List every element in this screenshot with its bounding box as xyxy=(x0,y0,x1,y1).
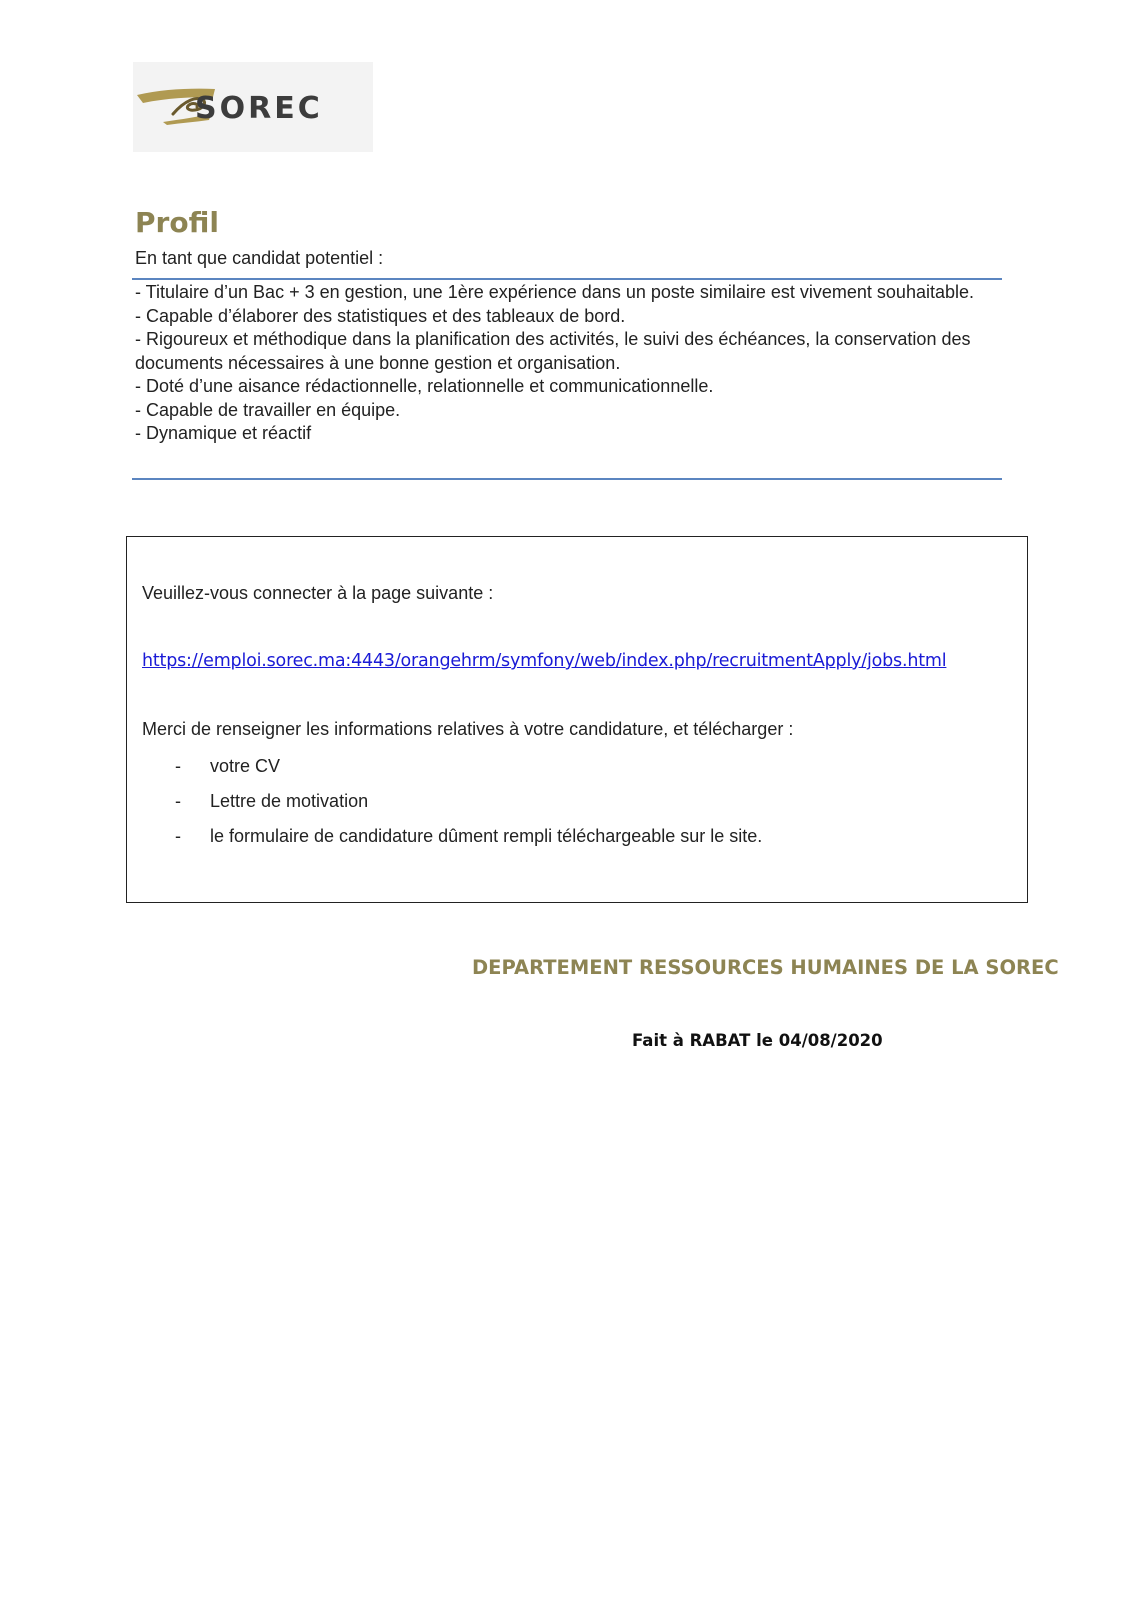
document-label: votre CV xyxy=(210,756,281,776)
dash-marker: - xyxy=(175,756,181,776)
profil-requirement-item: - Capable de travailler en équipe. xyxy=(135,399,401,420)
profil-requirement-item: - Rigoureux et méthodique dans la planification des activités, le suivi des échéances, la conservation des documents nécessaires à une bonne gestion et organisation. xyxy=(135,329,971,373)
profil-requirement-item: - Dynamique et réactif xyxy=(135,423,312,443)
profil-bottom-divider xyxy=(132,478,1002,480)
documents-list xyxy=(175,754,762,859)
dash-marker: - xyxy=(175,791,181,811)
profil-top-divider xyxy=(132,278,1002,280)
sorec-brand-text: SOREC xyxy=(195,91,323,126)
dash-marker: - xyxy=(175,826,181,846)
connect-instruction: Veuillez-vous connecter à la page suivante : xyxy=(142,583,494,603)
department-signature: DEPARTEMENT RESSOURCES HUMAINES DE LA SOREC xyxy=(472,956,1059,979)
profil-title: Profil xyxy=(135,206,219,239)
profil-requirement-item: - Doté d’une aisance rédactionnelle, relationnelle et communicationnelle. xyxy=(135,376,714,396)
date-place-signature: Fait à RABAT le 04/08/2020 xyxy=(632,1031,883,1050)
document-item xyxy=(175,824,762,859)
profil-requirement-item: - Capable d’élaborer des statistiques et des tableaux de bord. xyxy=(135,305,626,326)
profil-requirements-list xyxy=(135,281,1000,446)
document-item xyxy=(175,754,762,789)
application-instructions-box xyxy=(126,536,1028,903)
document-item xyxy=(175,789,762,824)
profil-intro: En tant que candidat potentiel : xyxy=(135,248,384,268)
merci-instruction: Merci de renseigner les informations relatives à votre candidature, et télécharger : xyxy=(142,719,794,739)
recruitment-link[interactable]: https://emploi.sorec.ma:4443/orangehrm/symfony/web/index.php/recruitmentApply/jobs.html xyxy=(142,651,947,671)
document-label: Lettre de motivation xyxy=(210,791,369,811)
document-label: le formulaire de candidature dûment rempli téléchargeable sur le site. xyxy=(210,826,763,846)
profil-requirement-item: - Titulaire d’un Bac + 3 en gestion, une 1ère expérience dans un poste similaire est vivement souhaitable. xyxy=(135,282,974,302)
sorec-logo xyxy=(133,62,373,152)
